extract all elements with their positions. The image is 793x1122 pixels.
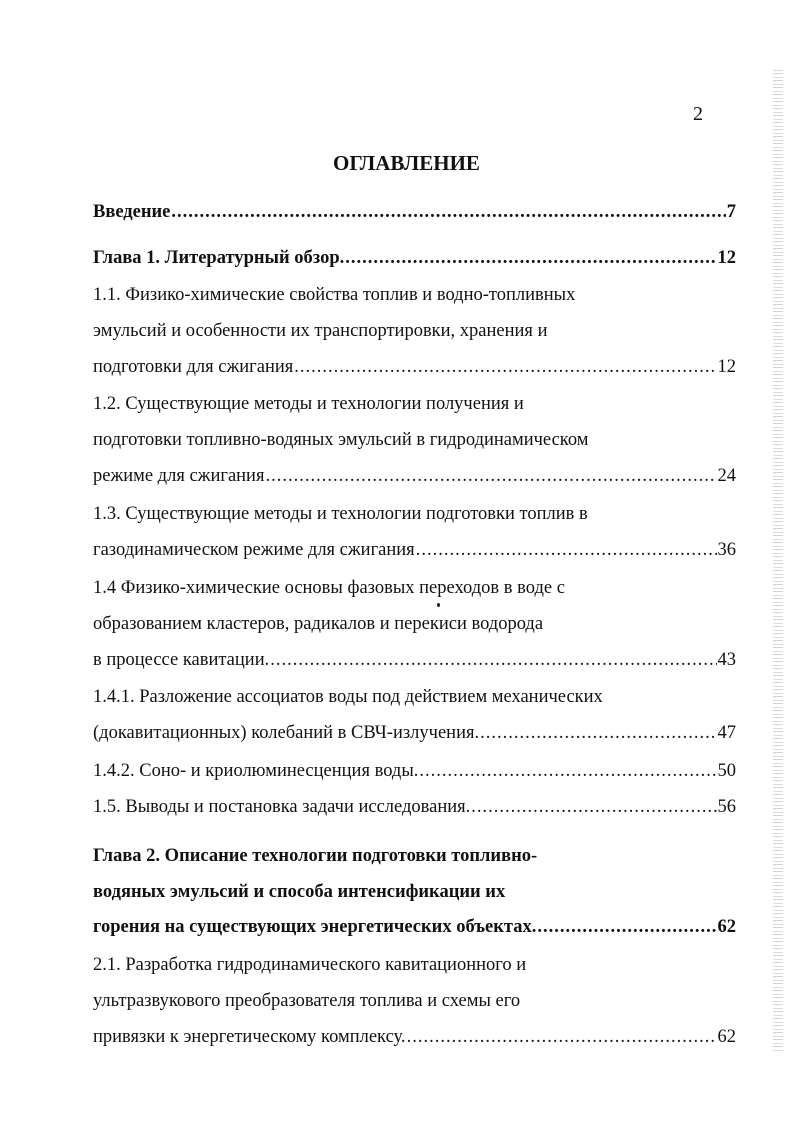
- toc-entry-line: [93, 243, 736, 273]
- toc-entry-title: газодинамическом режиме для сжигания: [93, 540, 415, 560]
- toc-entry-line: [93, 197, 736, 227]
- toc-dot-leader: [294, 352, 716, 382]
- scan-edge-artifact: [773, 70, 783, 1052]
- toc-entry-title: (докавитационных) колебаний в СВЧ-излучения.: [93, 723, 480, 743]
- toc-entry-title: эмульсий и особенности их транспортировки, хранения и: [93, 321, 548, 341]
- toc-page-number: 36: [717, 540, 736, 560]
- page-number: 2: [693, 103, 703, 125]
- toc-entry-text-line: [93, 389, 736, 419]
- toc-entry-title: привязки к энергетическому комплексу.: [93, 1027, 406, 1047]
- toc-page-number: 12: [717, 357, 736, 377]
- toc-entry-text-line: [93, 499, 736, 529]
- toc-entry-line: [93, 756, 736, 786]
- toc-entry-title: 2.1. Разработка гидродинамического кавитационного и: [93, 955, 527, 975]
- toc-entry-title: 1.2. Существующие методы и технологии получения и: [93, 394, 524, 414]
- toc-dot-leader: [416, 535, 717, 565]
- toc-entry-title: в процессе кавитации.: [93, 650, 270, 670]
- toc-entry-title: 1.4.2. Соно- и криолюминесценция воды.: [93, 761, 419, 781]
- toc-dot-leader: [171, 197, 725, 227]
- toc-entry-title: Глава 1. Литературный обзор.: [93, 248, 345, 268]
- toc-entry-title: Глава 2. Описание технологии подготовки топливно-: [93, 846, 538, 866]
- toc-entry-line: [93, 535, 736, 565]
- toc-entry-line: [93, 792, 736, 822]
- toc-entry-text-line: [93, 573, 736, 603]
- toc-dot-leader: [345, 243, 716, 273]
- scan-speck: [437, 603, 440, 607]
- toc-dot-leader: [265, 461, 716, 491]
- toc-page-number: 43: [717, 650, 736, 670]
- toc-entry-line: [93, 645, 736, 675]
- toc-dot-leader: [480, 718, 716, 748]
- toc-page-number: 7: [726, 202, 736, 222]
- toc-entry-title: 1.4 Физико-химические основы фазовых переходов в воде с: [93, 578, 565, 598]
- toc-entry-title: подготовки топливно-водяных эмульсий в гидродинамическом: [93, 430, 589, 450]
- toc-entry-title: 1.1. Физико-химические свойства топлив и водно-топливных: [93, 285, 576, 305]
- toc-page-number: 62: [717, 917, 736, 937]
- toc-page-number: 56: [717, 797, 736, 817]
- toc-entry-title: 1.5. Выводы и постановка задачи исследования.: [93, 797, 471, 817]
- toc-entry-text-line: [93, 950, 736, 980]
- toc-entry-title: подготовки для сжигания: [93, 357, 294, 377]
- toc-page-number: 12: [717, 248, 736, 268]
- toc-entry-text-line: [93, 425, 736, 455]
- toc-entry-line: [93, 718, 736, 748]
- toc-dot-leader: [270, 645, 716, 675]
- toc-entry-title: водяных эмульсий и способа интенсификации их: [93, 882, 506, 902]
- toc-dot-leader: [471, 792, 716, 822]
- toc-entry-text-line: [93, 280, 736, 310]
- toc-entry-text-line: [93, 316, 736, 346]
- toc-entry-line: [93, 352, 736, 382]
- toc-entry-title: режиме для сжигания: [93, 466, 265, 486]
- toc-page-number: 47: [717, 723, 736, 743]
- toc-entry-title: Введение: [93, 202, 171, 222]
- toc-dot-leader: [419, 756, 716, 786]
- toc-dot-leader: [537, 912, 716, 942]
- page-title: ОГЛАВЛЕНИЕ: [333, 151, 480, 175]
- toc-entry-text-line: [93, 841, 736, 871]
- toc-entry-title: горения на существующих энергетических объектах.: [93, 917, 537, 937]
- toc-entry-title: 1.3. Существующие методы и технологии подготовки топлив в: [93, 504, 588, 524]
- toc-page-number: 24: [717, 466, 736, 486]
- toc-entry-text-line: [93, 682, 736, 712]
- toc-entry-title: образованием кластеров, радикалов и перекиси водорода: [93, 614, 544, 634]
- toc-page-number: 50: [717, 761, 736, 781]
- toc-entry-text-line: [93, 877, 736, 907]
- toc-entry-title: ультразвукового преобразователя топлива и схемы его: [93, 991, 521, 1011]
- toc-entry-title: 1.4.1. Разложение ассоциатов воды под действием механических: [93, 687, 603, 707]
- toc-entry-line: [93, 461, 736, 491]
- toc-entry-text-line: [93, 986, 736, 1016]
- toc-entry-line: [93, 1022, 736, 1052]
- toc-entry-line: [93, 912, 736, 942]
- toc-entry-text-line: [93, 609, 736, 639]
- toc-page-number: 62: [717, 1027, 736, 1047]
- toc-dot-leader: [407, 1022, 717, 1052]
